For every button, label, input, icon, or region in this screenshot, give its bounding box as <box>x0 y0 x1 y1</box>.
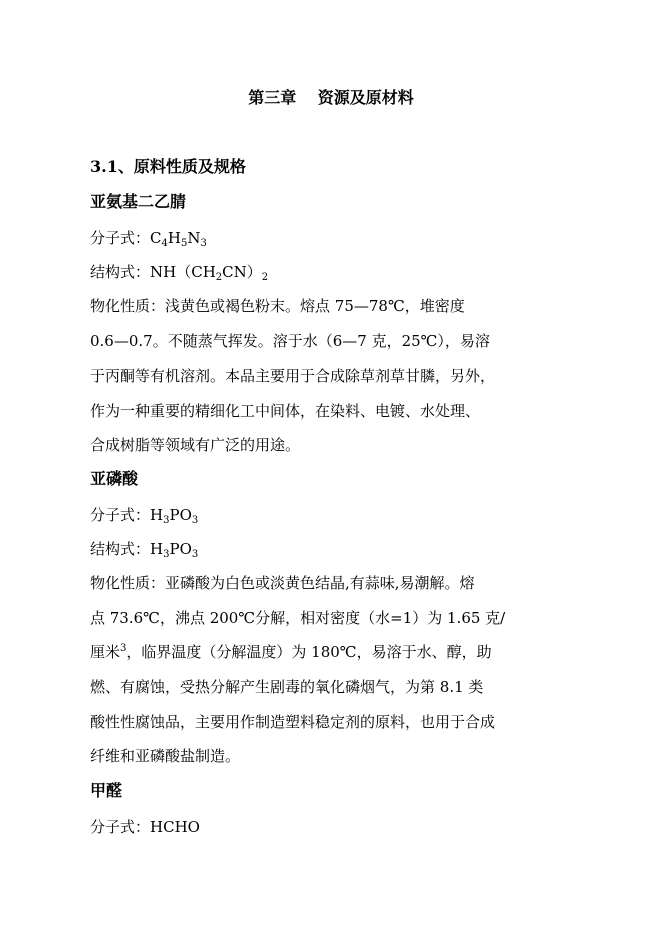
formula-part: PO <box>169 506 192 524</box>
properties-label: 物化性质： <box>90 574 166 592</box>
formula-label: 分子式： <box>90 506 151 524</box>
formula-part: C <box>150 229 162 247</box>
formula-label: 分子式： <box>90 818 151 836</box>
properties-line-3 <box>90 640 492 664</box>
structure-subscript: 3 <box>163 549 170 560</box>
formula-label: 分子式： <box>90 229 151 247</box>
properties-text: ，临界温度（分解温度）为 180℃，易溶于水、醇，助 <box>126 643 492 661</box>
formula-part: H <box>150 506 164 524</box>
properties-text: 厘米 <box>90 643 121 661</box>
material-name-phosphorous-acid: 亚磷酸 <box>90 469 139 488</box>
properties-line-4: 作为一种重要的精细化工中间体，在染料、电镀、水处理、 <box>90 402 481 420</box>
formula-text: HCHO <box>150 818 200 836</box>
structure-line-phosphorous-acid <box>90 537 198 561</box>
structure-line-iminodiacetonitrile <box>90 260 268 284</box>
properties-text: 亚磷酸为白色或淡黄色结晶,有蒜味,易潮解。熔 <box>165 574 475 592</box>
formula-subscript: 3 <box>191 515 199 526</box>
properties-line-5: 合成树脂等领域有广泛的用途。 <box>90 436 301 454</box>
structure-part: NH（CH <box>150 263 216 281</box>
formula-subscript: 5 <box>180 238 188 249</box>
properties-line-5: 酸性性腐蚀品，主要用作制造塑料稳定剂的原料，也用于合成 <box>90 713 496 731</box>
formula-part: N <box>187 229 201 247</box>
structure-part: PO <box>169 540 192 558</box>
structure-subscript: 2 <box>215 272 223 283</box>
properties-line-1 <box>90 294 465 318</box>
properties-label: 物化性质： <box>90 297 166 315</box>
properties-line-2: 0.6—0.7。不随蒸气挥发。溶于水（6—7 克，25℃），易溶 <box>90 332 490 350</box>
formula-line-iminodiacetonitrile <box>90 226 207 250</box>
material-name-iminodiacetonitrile: 亚氨基二乙腈 <box>90 192 187 211</box>
formula-line-formaldehyde <box>90 815 200 839</box>
structure-label: 结构式： <box>90 540 151 558</box>
formula-subscript: 4 <box>161 238 168 249</box>
properties-text: 浅黄色或褐色粉末。熔点 75—78℃，堆密度 <box>165 297 465 315</box>
structure-part: H <box>150 540 164 558</box>
properties-line-1 <box>90 571 475 595</box>
unit-superscript: 3 <box>120 643 127 654</box>
properties-line-2: 点 73.6℃，沸点 200℃分解，相对密度（水=1）为 1.65 克/ <box>90 609 506 627</box>
formula-subscript: 3 <box>163 515 170 526</box>
formula-subscript: 3 <box>200 238 207 249</box>
structure-subscript: 3 <box>191 549 199 560</box>
properties-line-3: 于丙酮等有机溶剂。本品主要用于合成除草剂草甘膦，另外， <box>90 367 496 385</box>
structure-part: CN） <box>222 263 262 281</box>
chapter-title: 第三章 资源及原材料 <box>248 88 414 107</box>
properties-line-4: 燃、有腐蚀，受热分解产生剧毒的氧化磷烟气，为第 8.1 类 <box>90 678 484 696</box>
structure-subscript: 2 <box>261 272 269 283</box>
structure-label: 结构式： <box>90 263 151 281</box>
properties-line-6: 纤维和亚磷酸盐制造。 <box>90 747 241 765</box>
material-name-formaldehyde: 甲醛 <box>90 781 123 800</box>
formula-part: H <box>167 229 181 247</box>
formula-line-phosphorous-acid <box>90 503 198 527</box>
section-title: 3.1、原料性质及规格 <box>90 157 246 176</box>
